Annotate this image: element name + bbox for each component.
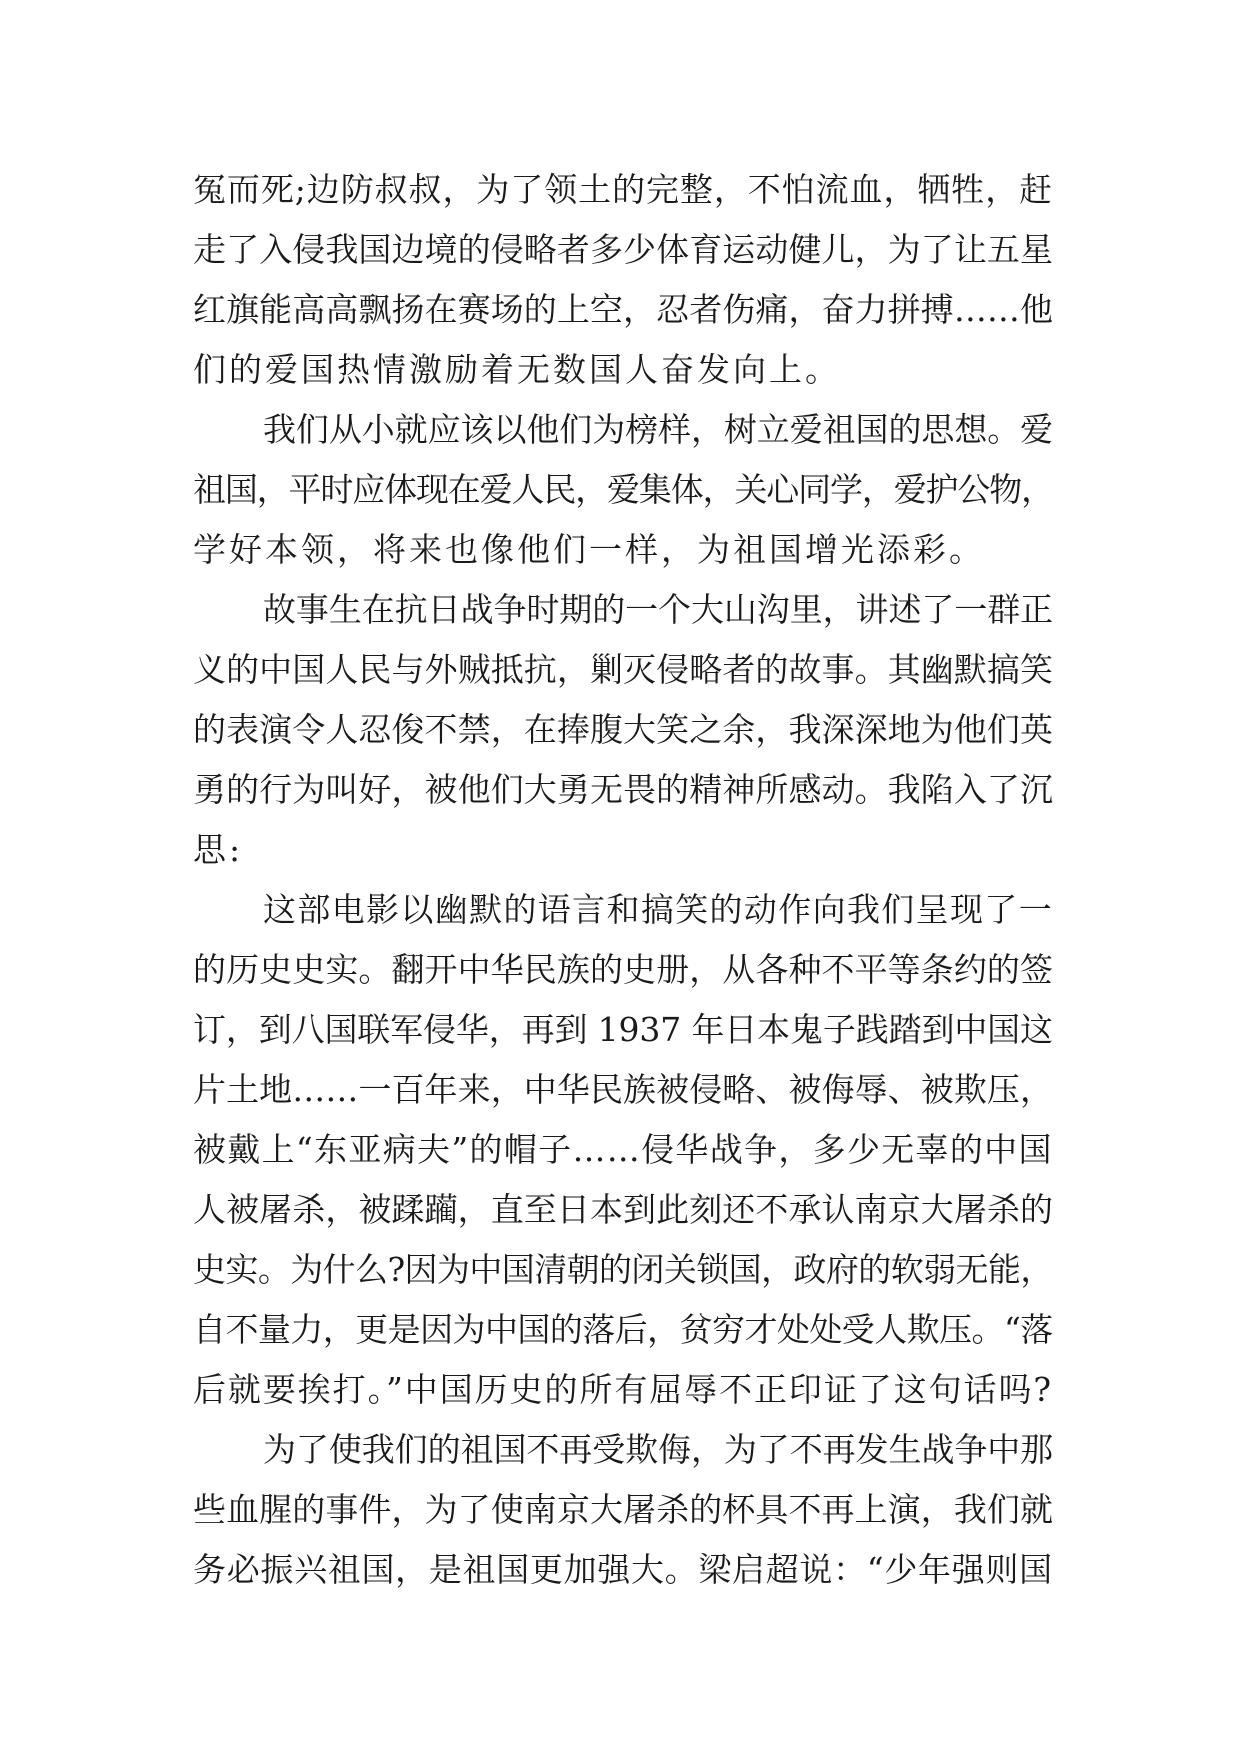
text-line: 祖国，平时应体现在爱人民，爱集体，关心同学，爱护公物，: [193, 470, 1053, 509]
paragraph: [193, 880, 1053, 1420]
text-line: 思:: [193, 830, 244, 869]
text-line: 片土地……一百年来，中华民族被侵略、被侮辱、被欺压，: [193, 1070, 1054, 1109]
text-line: 学好本领，将来也像他们一样，为祖国增光添彩。: [193, 530, 985, 569]
text-line: 故事生在抗日战争时期的一个大山沟里，讲述了一群正: [263, 590, 1054, 629]
paragraph: [193, 160, 1053, 400]
text-line: 务必振兴祖国，是祖国更加强大。梁启超说：“少年强则国: [193, 1550, 1053, 1589]
text-line: 们的爱国热情激励着无数国人奋发向上。: [193, 350, 841, 389]
text-line: 订，到八国联军侵华，再到 1937 年日本鬼子践踏到中国这: [193, 1010, 1053, 1049]
text-line: 为了使我们的祖国不再受欺侮，为了不再发生战争中那: [263, 1430, 1054, 1469]
text-line: 走了入侵我国边境的侵略者多少体育运动健儿，为了让五星: [193, 230, 1054, 269]
document-body: [193, 160, 1053, 1600]
paragraph: [193, 1420, 1053, 1600]
text-line: 义的中国人民与外贼抵抗，剿灭侵略者的故事。其幽默搞笑: [193, 650, 1054, 689]
text-line: 自不量力，更是因为中国的落后，贫穷才处处受人欺压。“落: [193, 1310, 1053, 1349]
text-line: 的历史史实。翻开中华民族的史册，从各种不平等条约的签: [193, 950, 1054, 989]
text-line: 些血腥的事件，为了使南京大屠杀的杯具不再上演，我们就: [193, 1490, 1054, 1529]
text-line: 红旗能高高飘扬在赛场的上空，忍者伤痛，奋力拼搏……他: [193, 290, 1054, 329]
paragraph: [193, 400, 1053, 580]
text-line: 人被屠杀，被蹂躏，直至日本到此刻还不承认南京大屠杀的: [193, 1190, 1054, 1229]
text-line: 这部电影以幽默的语言和搞笑的动作向我们呈现了一: [263, 890, 1054, 929]
text-line: 我们从小就应该以他们为榜样，树立爱祖国的思想。爱: [263, 410, 1054, 449]
text-line: 被戴上“东亚病夫”的帽子……侵华战争，多少无辜的中国: [193, 1130, 1053, 1169]
text-line: 的表演令人忍俊不禁，在捧腹大笑之余，我深深地为他们英: [193, 710, 1054, 749]
paragraph: [193, 580, 1053, 880]
text-line: 史实。为什么?因为中国清朝的闭关锁国，政府的软弱无能，: [193, 1250, 1053, 1289]
text-line: 冤而死;边防叔叔，为了领土的完整，不怕流血，牺牲，赶: [193, 170, 1054, 209]
text-line: 勇的行为叫好，被他们大勇无畏的精神所感动。我陷入了沉: [193, 770, 1054, 809]
text-line: 后就要挨打。”中国历史的所有屈辱不正印证了这句话吗?: [193, 1370, 1053, 1409]
